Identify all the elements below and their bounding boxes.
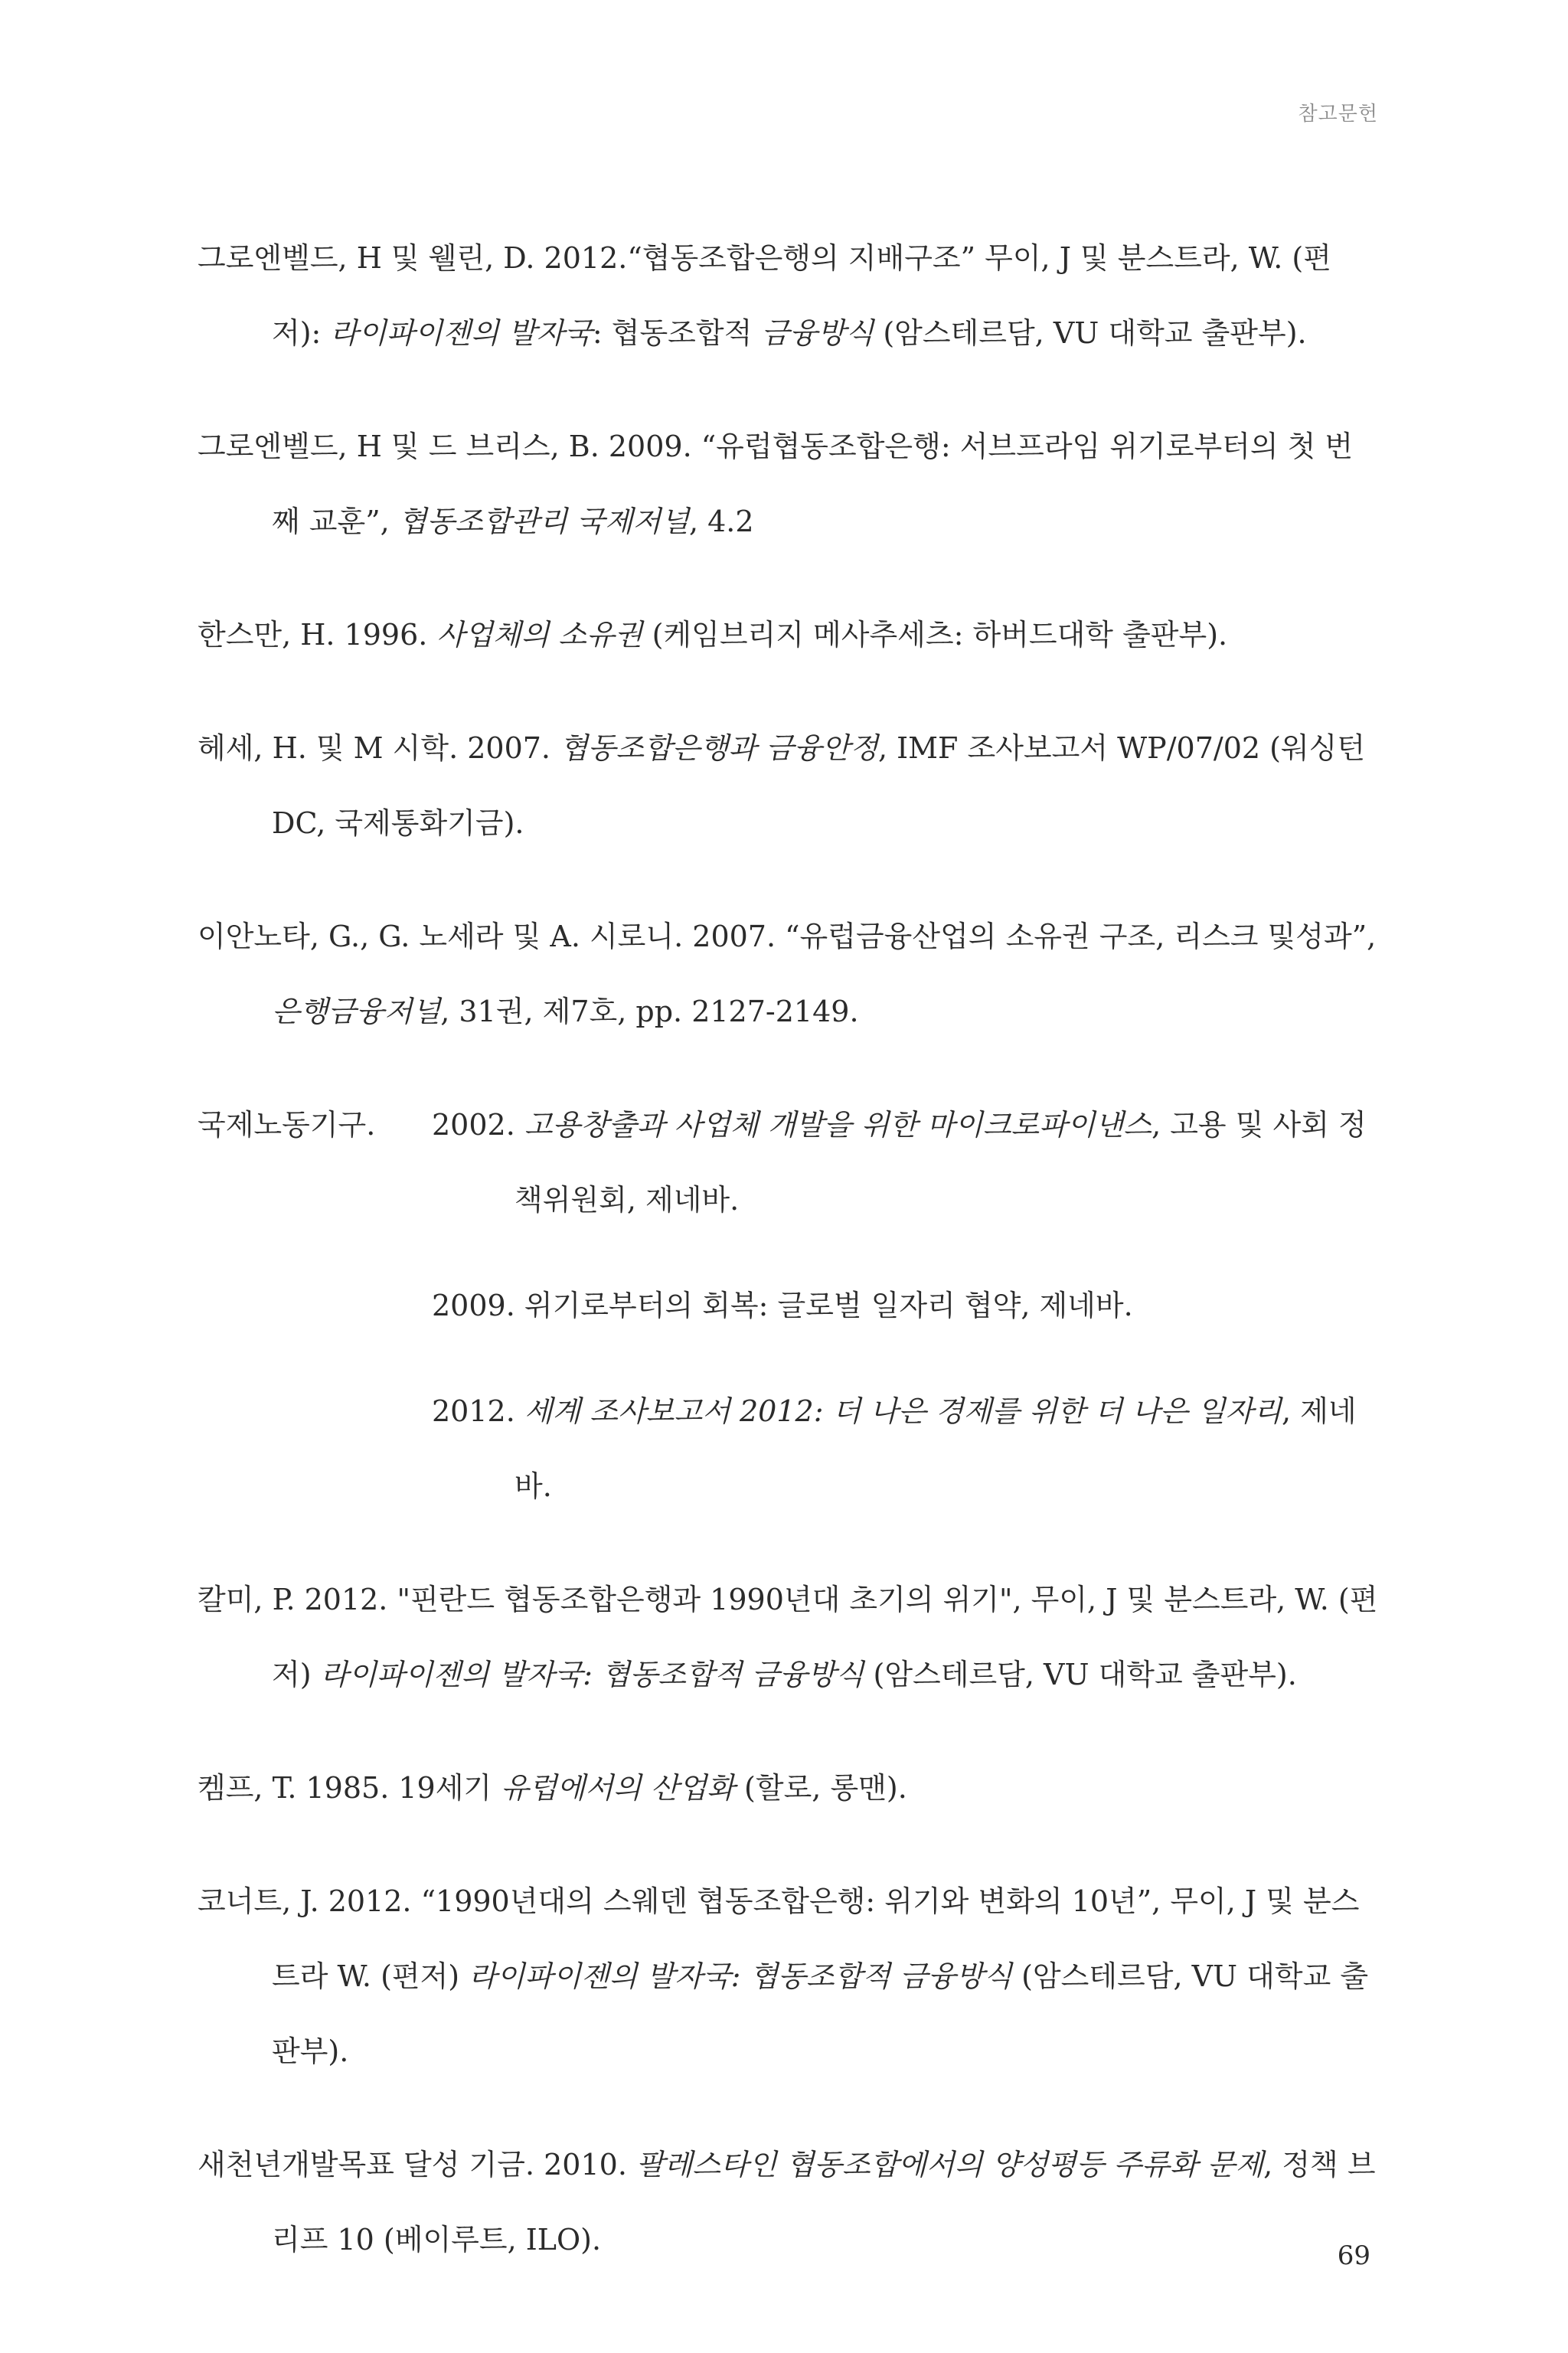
reference-text: 한스만, H. 1996. [198, 618, 437, 652]
reference-author: 국제노동기구. [198, 1108, 376, 1142]
reference-text: , 31권, 제7호, pp. 2127-2149. [440, 995, 859, 1028]
reference-title: 은행금융저널 [272, 995, 441, 1028]
reference-entry [198, 1562, 1380, 1712]
reference-text: (암스테르담, VU 대학교 출판부). [864, 1658, 1297, 1691]
reference-text: (암스테르담, VU 대학교 출판부). [272, 1959, 1369, 2068]
reference-text: 코너트, J. 2012. “1990년대의 스웨덴 협동조합은행: 위기와 변화의 10년”, 무이, J 및 분스트라 W. (편저) [198, 1884, 1360, 1993]
reference-entry [198, 711, 1380, 861]
reference-text: 칼미, P. 2012. "핀란드 협동조합은행과 1990년대 초기의 위기", 무이, J 및 분스트라, W. (편저) [198, 1583, 1378, 1691]
reference-text: 2012. [432, 1394, 524, 1428]
reference-entry [198, 1864, 1380, 2089]
reference-title: 금융방식 [761, 316, 874, 350]
reference-text: 이안노타, G., G. 노세라 및 A. 시로니. 2007. “유럽금융산업의 소유권 구조, 리스크 및성과”, [198, 920, 1377, 953]
reference-title: 팔레스타인 협동조합에서의 양성평등 주류화 문제 [635, 2148, 1264, 2181]
reference-text: , 정책 브리프 10 (베이루트, ILO). [272, 2148, 1376, 2257]
reference-title: 유럽에서의 산업화 [501, 1771, 735, 1805]
reference-title: 라이파이젠의 발자국 [330, 316, 593, 350]
reference-entry [432, 1268, 1380, 1343]
running-head: 참고문헌 [1298, 103, 1378, 126]
reference-text: , IMF 조사보고서 WP/07/02 (워싱턴 DC, 국제통화기금). [272, 731, 1366, 840]
reference-text: 그로엔벨드, H 및 드 브리스, B. 2009. “유럽협동조합은행: 서브프라임 위기로부터의 첫 번째 교훈”, [198, 430, 1354, 538]
reference-text: 2002. [432, 1108, 524, 1142]
reference-entry [198, 409, 1380, 559]
ilo-reference-group [198, 1087, 1380, 1524]
reference-text: 새천년개발목표 달성 기금. 2010. [198, 2148, 636, 2181]
reference-text: , 4.2 [688, 505, 754, 538]
reference-text: : 협동조합적 [592, 316, 762, 350]
reference-entry [198, 2127, 1380, 2277]
reference-entry [198, 597, 1380, 672]
reference-title: 사업체의 소유권 [436, 618, 643, 652]
reference-title: 라이파이젠의 발자국: 협동조합적 금융방식 [320, 1658, 864, 1691]
reference-text: , 제네바. [514, 1394, 1357, 1503]
page-number: 69 [1337, 2240, 1370, 2271]
reference-title: 세계 조사보고서 2012: 더 나은 경제를 위한 더 나은 일자리 [524, 1394, 1282, 1428]
reference-entry [432, 1087, 1380, 1237]
reference-text: (할로, 롱맨). [734, 1771, 907, 1805]
reference-text: (케임브리지 메사추세츠: 하버드대학 출판부). [642, 618, 1228, 652]
reference-entry [198, 899, 1380, 1049]
reference-title: 협동조합은행과 금융안정 [560, 731, 878, 765]
reference-list [198, 221, 1380, 2315]
reference-entry [198, 221, 1380, 371]
reference-text: 헤세, H. 및 M 시학. 2007. [198, 731, 560, 765]
reference-text: 그로엔벨드, H 및 웰린, D. 2012.“협동조합은행의 지배구조” 무이, J 및 분스트라, W. (편저): [198, 241, 1331, 350]
reference-entry [432, 1374, 1380, 1524]
reference-entry [198, 1750, 1380, 1825]
reference-text: 켐프, T. 1985. 19세기 [198, 1771, 501, 1805]
reference-text: (암스테르담, VU 대학교 출판부). [874, 316, 1307, 350]
reference-title: 협동조합관리 국제저널 [398, 505, 689, 538]
reference-title: 라이파이젠의 발자국: 협동조합적 금융방식 [469, 1959, 1013, 1993]
reference-title: 고용창출과 사업체 개발을 위한 마이크로파이낸스 [524, 1108, 1152, 1142]
reference-text: 2009. 위기로부터의 회복: 글로벌 일자리 협약, 제네바. [432, 1289, 1133, 1322]
reference-text: , 고용 및 사회 정책위원회, 제네바. [514, 1108, 1367, 1217]
